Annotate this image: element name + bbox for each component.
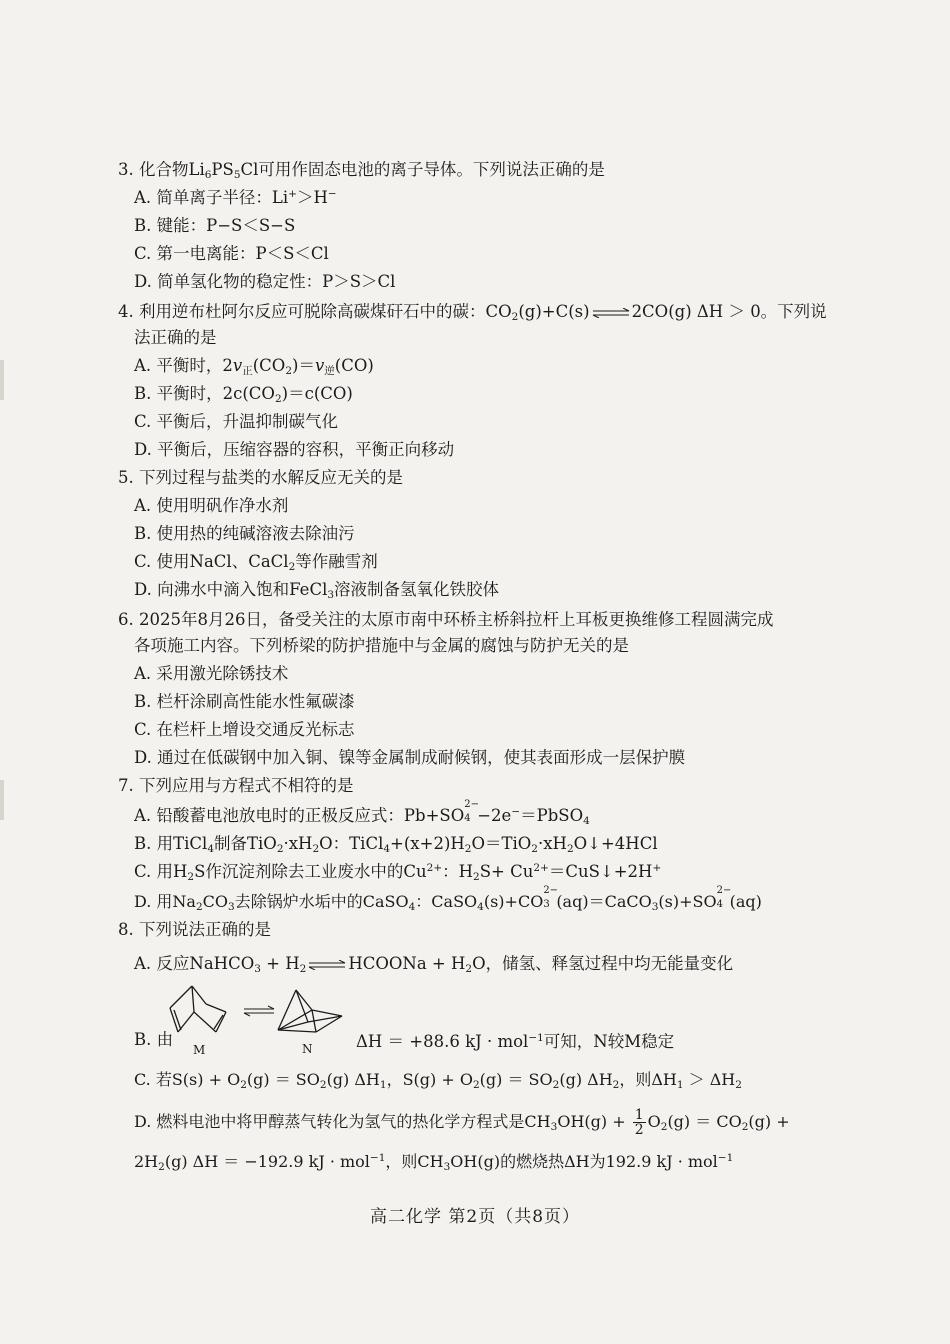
question-5-option-a: A. 使用明矾作净水剂 bbox=[134, 496, 289, 515]
question-3-option-d: D. 简单氢化物的稳定性：P＞S＞Cl bbox=[134, 272, 396, 291]
question-4-stem-line-1: 4. 利用逆布杜阿尔反应可脱除高碳煤矸石中的碳：$CO_2(g)+C(s)$ 2CO(g) ΔH ＞ 0。下列说 bbox=[118, 302, 827, 323]
question-7-option-b: B. 用TiCl$_4$制备$TiO_2\cdot xH_2O$：$TiCl_4+(x+2)H_2O=TiO_2\cdot xH_2O↓+4HCl$ bbox=[134, 834, 658, 855]
molecule-m-label: M bbox=[193, 1043, 206, 1057]
question-6-option-d: D. 通过在低碳钢中加入铜、镍等金属制成耐候钢，使其表面形成一层保护膜 bbox=[134, 748, 686, 767]
question-8-option-c: C. 若$S(s) + O_2(g) = SO_2(g)$ $\Delta H_1$，$S(g) + O_2(g) = SO_2(g)$ $\Delta H_2$，则$\Delta H_1 > \Delta H_2$ bbox=[134, 1070, 742, 1091]
question-3-option-c: C. 第一电离能：P＜S＜Cl bbox=[134, 244, 329, 263]
molecule-n-label: N bbox=[302, 1042, 313, 1056]
molecule-m-norbornadiene bbox=[160, 982, 232, 1042]
question-6-stem-line-1: 6. 2025年8月26日，备受关注的太原市南中环桥主桥斜拉杆上耳板更换维修工程圆满完成 bbox=[118, 610, 774, 629]
question-6-option-c: C. 在栏杆上增设交通反光标志 bbox=[134, 720, 355, 739]
question-3-option-b: B. 键能：P−S＜S−S bbox=[134, 216, 296, 235]
molecule-n-quadricyclane bbox=[272, 986, 348, 1038]
question-8-option-d-line-2: $2H_2(g) \Delta H = -192.9$ kJ · mol$^{-1}$，则$CH_3OH(g)$的燃烧热ΔH为192.9 kJ · mol$^{-1}$ bbox=[134, 1152, 734, 1173]
question-6-option-a: A. 采用激光除锈技术 bbox=[134, 664, 289, 683]
page-footer: 高二化学 第2页（共8页） bbox=[369, 1207, 581, 1227]
question-4-option-d: D. 平衡后，压缩容器的容积，平衡正向移动 bbox=[134, 440, 455, 459]
question-5-option-d: D. 向沸水中滴入饱和FeCl$_3$溶液制备氢氧化铁胶体 bbox=[134, 580, 500, 601]
question-8-option-b-text: ΔH ＝ +88.6 kJ · mol$^{-1}$可知，N较M稳定 bbox=[356, 1032, 675, 1051]
question-4-option-b: B. 平衡时，$2c(CO_2)=c(CO)$ bbox=[134, 384, 353, 405]
question-4-option-c: C. 平衡后，升温抑制碳气化 bbox=[134, 412, 339, 431]
question-5-option-c: C. 使用NaCl、CaCl$_2$等作融雪剂 bbox=[134, 552, 378, 573]
scan-edge-mark bbox=[0, 360, 4, 400]
question-8-option-b-label: B. 由 bbox=[134, 1030, 174, 1049]
question-7-option-c: C. 用$H_2S$作沉淀剂除去工业废水中的$Cu^{2+}$：$H_2S+$ $Cu^{2+}=CuS↓+2H^+$ bbox=[134, 862, 662, 883]
question-8-option-d-line-1: D. 燃料电池中将甲醇蒸气转化为氢气的热化学方程式是$CH_3OH(g)$ + $\frac{1}{2}$ $O_2(g) = CO_2(g)$ + bbox=[134, 1107, 790, 1138]
question-5-option-b: B. 使用热的纯碱溶液去除油污 bbox=[134, 524, 355, 543]
equilibrium-arrow-icon bbox=[243, 1005, 275, 1017]
equilibrium-arrow-icon bbox=[592, 308, 630, 318]
question-6-stem-line-2: 各项施工内容。下列桥梁的防护措施中与金属的腐蚀与防护无关的是 bbox=[134, 636, 629, 655]
question-7-option-a: A. 铅酸蓄电池放电时的正极反应式：Pb+SO 2− 4 −2e−＝PbSO$_4$ bbox=[134, 799, 590, 827]
scan-edge-mark bbox=[0, 780, 4, 820]
question-6-option-b: B. 栏杆涂刷高性能水性氟碳漆 bbox=[134, 692, 355, 711]
question-7-stem: 7. 下列应用与方程式不相符的是 bbox=[118, 776, 354, 795]
question-4-stem-line-2: 法正确的是 bbox=[134, 328, 217, 347]
fraction-one-half: $\frac{1}{2}$ bbox=[634, 1107, 644, 1138]
question-3-option-a: A. 简单离子半径：Li+＞H− bbox=[134, 188, 337, 207]
equilibrium-arrow-icon bbox=[308, 960, 346, 970]
question-7-option-d: D. 用$Na_2CO_3$去除锅炉水垢中的CaSO$_4$：CaSO$_4$(s)+CO 2− 3 (aq)＝CaCO$_3$(s)+SO 2− 4 (aq) bbox=[134, 885, 762, 913]
question-4-option-a: A. 平衡时，$2v_正(CO_2)=v_逆(CO)$ bbox=[134, 356, 374, 377]
question-8-option-a: A. 反应NaHCO$_3$ + $H_2$ HCOONa + $H_2O$，储氢、释氢过程中均无能量变化 bbox=[134, 954, 734, 975]
question-8-stem: 8. 下列说法正确的是 bbox=[118, 920, 271, 939]
question-3-stem: 3. 化合物$Li_6PS_5Cl$可用作固态电池的离子导体。下列说法正确的是 bbox=[118, 160, 605, 181]
question-5-stem: 5. 下列过程与盐类的水解反应无关的是 bbox=[118, 468, 403, 487]
